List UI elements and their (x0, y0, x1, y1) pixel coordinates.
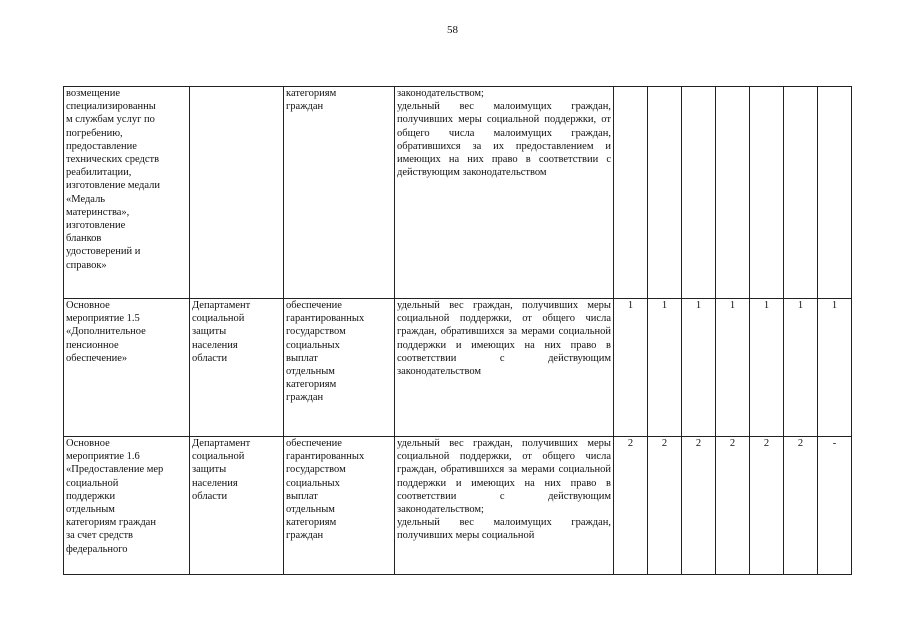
executor-cell: Департамент социальной защиты населения области (190, 299, 284, 437)
table-row (64, 299, 852, 437)
activity-cell: Основное мероприятие 1.5 «Дополнительное пенсионное обеспечение» (64, 299, 190, 437)
table-row (64, 87, 852, 299)
result-cell: обеспечение гарантированных государством социальных выплат отдельным категориям граждан (284, 299, 395, 437)
value-cell: 2 (716, 437, 750, 575)
indicator-cell: удельный вес граждан, получивших меры социальной поддержки, от общего числа граждан, обратившихся за мерами социальной поддержки и имеющих на них право в соответствии с действующим законодательством (395, 299, 614, 437)
value-cell: 1 (750, 299, 784, 437)
executor-cell: Департамент социальной защиты населения области (190, 437, 284, 575)
value-cell (682, 87, 716, 299)
value-cell: 1 (818, 299, 852, 437)
value-cell: 1 (648, 299, 682, 437)
value-cell: 2 (750, 437, 784, 575)
value-cell (784, 87, 818, 299)
result-cell: категориям граждан (284, 87, 395, 299)
program-table (63, 86, 852, 575)
value-cell: - (818, 437, 852, 575)
indicator-cell: законодательством; удельный вес малоимущих граждан, получивших меры социальной поддержки, от общего числа малоимущих граждан, обратившихся за их предоставлением и имеющих на них право в соответствии с действующим законодательством (395, 87, 614, 299)
value-cell (818, 87, 852, 299)
value-cell (614, 87, 648, 299)
value-cell: 2 (648, 437, 682, 575)
table-row (64, 437, 852, 575)
activity-cell: Основное мероприятие 1.6 «Предоставление мер социальной поддержки отдельным категориям граждан за счет средств федерального (64, 437, 190, 575)
value-cell: 1 (784, 299, 818, 437)
activity-cell: возмещение специализированны м службам услуг по погребению, предоставление технических средств реабилитации, изготовление медали «Медаль материнства», изготовление бланков удостоверений и справок» (64, 87, 190, 299)
executor-cell (190, 87, 284, 299)
page-number: 58 (447, 24, 458, 36)
value-cell: 1 (682, 299, 716, 437)
indicator-cell: удельный вес граждан, получивших меры социальной поддержки, от общего числа граждан, обратившихся за мерами социальной поддержки и имеющих на них право в соответствии с действующим законодательством; удельный вес малоимущих граждан, получивших меры социальной (395, 437, 614, 575)
result-cell: обеспечение гарантированных государством социальных выплат отдельным категориям граждан (284, 437, 395, 575)
value-cell (750, 87, 784, 299)
value-cell: 1 (716, 299, 750, 437)
value-cell (716, 87, 750, 299)
value-cell (648, 87, 682, 299)
value-cell: 2 (784, 437, 818, 575)
value-cell: 2 (682, 437, 716, 575)
value-cell: 1 (614, 299, 648, 437)
value-cell: 2 (614, 437, 648, 575)
